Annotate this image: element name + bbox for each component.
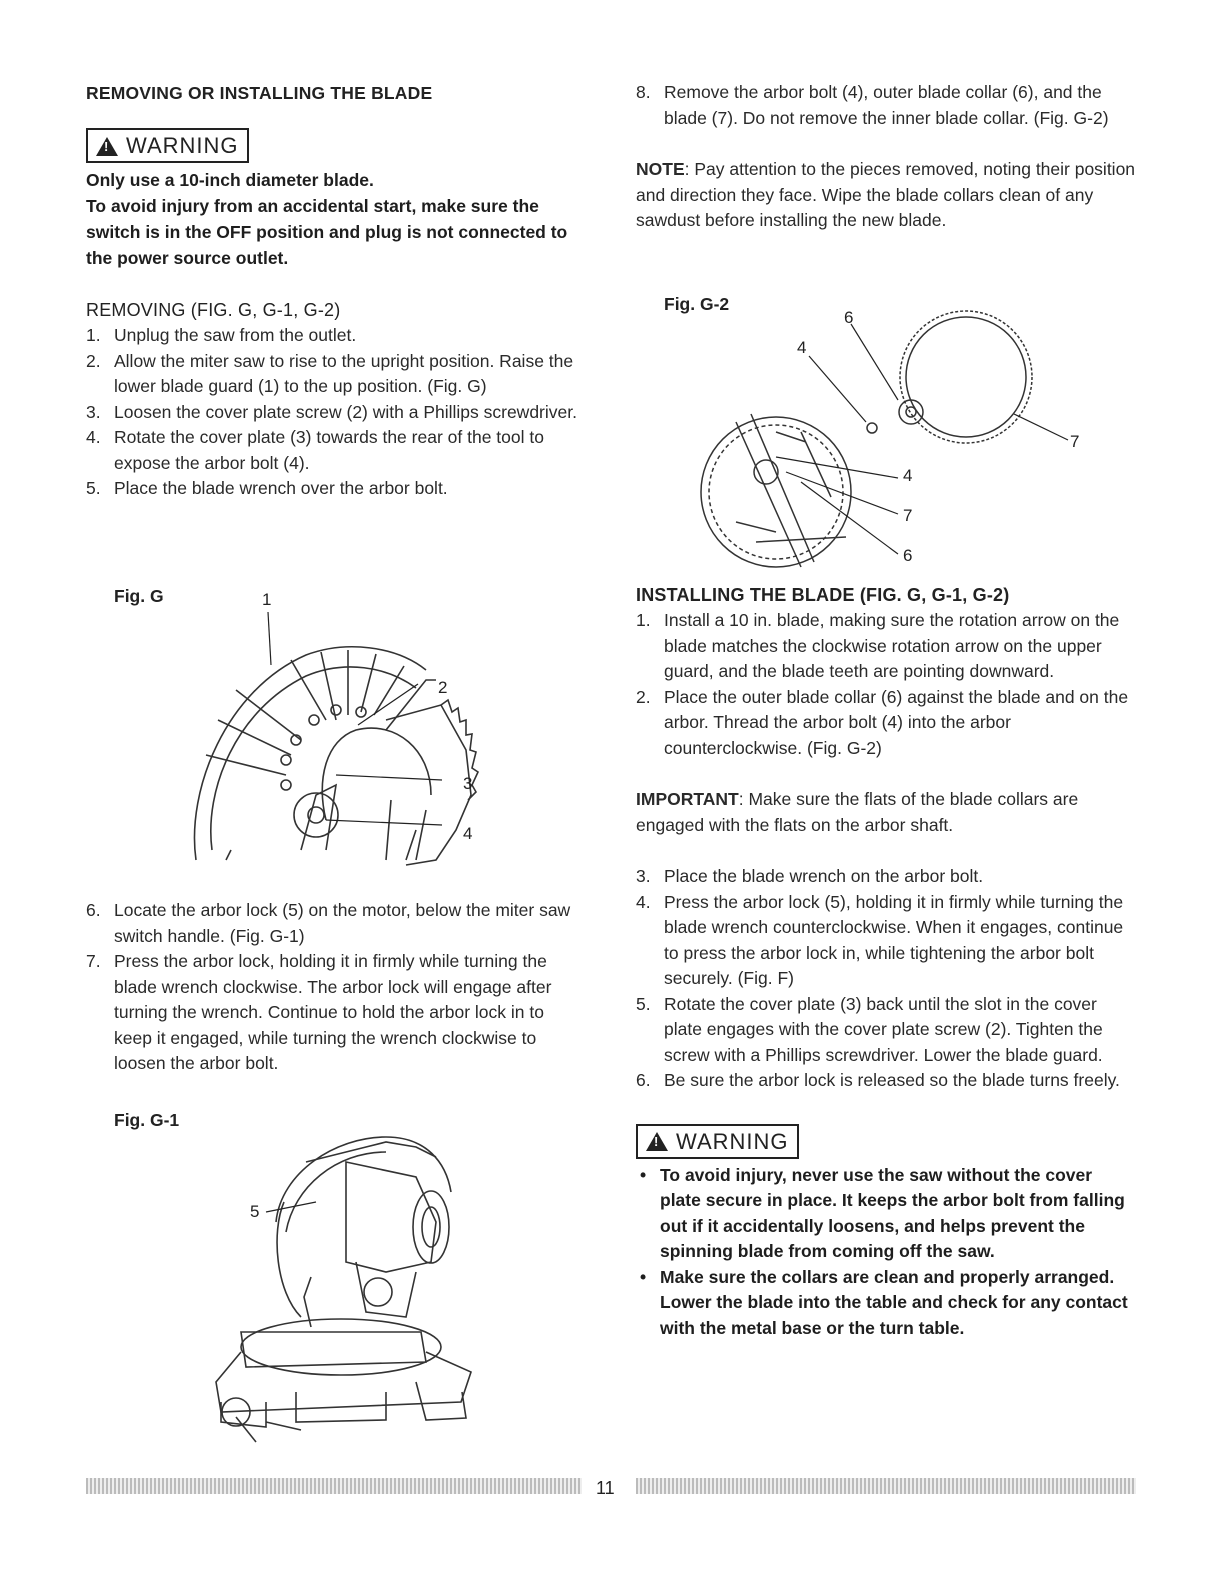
warning-line: Only use a 10-inch diameter blade. bbox=[86, 170, 374, 190]
callout-6: 6 bbox=[844, 308, 854, 327]
list-item: 1. Unplug the saw from the outlet. bbox=[86, 325, 357, 345]
list-item: 5. Place the blade wrench over the arbor bolt. bbox=[86, 478, 448, 498]
figure-g2 bbox=[636, 282, 1136, 572]
callout-7: 7 bbox=[903, 506, 913, 525]
warning-label: WARNING bbox=[126, 133, 239, 158]
callout-6: 6 bbox=[903, 546, 913, 565]
warning-box-1 bbox=[86, 128, 586, 163]
list-item: 4. Press the arbor lock (5), holding it in firmly while turning the blade wrench counterclockwise. When it engages, continue to press the arbor lock in, while tightening the arbor bolt securely. (Fig. F) bbox=[636, 891, 1124, 988]
saw-blade-guard-illustration bbox=[86, 580, 566, 880]
figure-label: Fig. G bbox=[114, 586, 164, 606]
warning-label: WARNING bbox=[676, 1128, 789, 1154]
list-item: • To avoid injury, never use the saw without the cover plate secure in place. It keeps the arbor bolt from falling out if it accidentally loosens, and helps prevent the spinning blade from coming off the saw. bbox=[640, 1164, 1125, 1261]
warning-line: To avoid injury from an accidental start, make sure the switch is in the OFF position and plug is not connected to the power source outlet. bbox=[86, 196, 568, 268]
callout-5: 5 bbox=[250, 1202, 260, 1221]
list-item: 2. Place the outer blade collar (6) against the blade and on the arbor. Thread the arbor bolt (4) into the arbor counterclockwise. (Fig. G-2) bbox=[636, 686, 1129, 758]
list-item: 1. Install a 10 in. blade, making sure the rotation arrow on the blade matches the clockwise rotation arrow on the upper guard, and the blade teeth are pointing downward. bbox=[636, 610, 1120, 681]
footer-rule-left bbox=[86, 1478, 582, 1500]
list-item: 3. Place the blade wrench on the arbor bolt. bbox=[636, 866, 984, 886]
callout-1: 1 bbox=[262, 590, 272, 609]
list-item: 6. Locate the arbor lock (5) on the motor, below the miter saw switch handle. (Fig. G-1) bbox=[86, 900, 571, 946]
installing-title: INSTALLING THE BLADE (FIG. G, G-1, G-2) bbox=[636, 585, 1010, 605]
list-item: 7. Press the arbor lock, holding it in firmly while turning the blade wrench clockwise. The arbor lock will engage after turning the wrench. Continue to hold the arbor lock in to keep it engaged, while turning the wrench clockwise to loosen the arbor bolt. bbox=[86, 951, 552, 1073]
figure-g1 bbox=[86, 1102, 566, 1462]
installing-section bbox=[636, 582, 1136, 1341]
callout-4: 4 bbox=[463, 824, 473, 843]
right-column bbox=[636, 80, 1136, 234]
callout-7: 7 bbox=[1070, 432, 1080, 451]
list-item: 6. Be sure the arbor lock is released so the blade turns freely. bbox=[636, 1070, 1120, 1090]
callout-4: 4 bbox=[903, 466, 913, 485]
section-title: REMOVING OR INSTALLING THE BLADE bbox=[86, 83, 433, 103]
list-item: • Make sure the collars are clean and properly arranged. Lower the blade into the table and check for any contact with the metal base or the turn table. bbox=[640, 1266, 1128, 1338]
removing-steps bbox=[86, 323, 586, 502]
callout-2: 2 bbox=[438, 678, 448, 697]
list-item: 2. Allow the miter saw to rise to the upright position. Raise the lower blade guard (1) to the up position. (Fig. G) bbox=[86, 350, 574, 396]
warning-bullets bbox=[636, 1163, 1136, 1342]
figure-label: Fig. G-1 bbox=[114, 1110, 180, 1130]
warning-box-2 bbox=[636, 1124, 1136, 1159]
figure-label: Fig. G-2 bbox=[664, 294, 730, 314]
warning-triangle-icon: ! bbox=[96, 137, 118, 156]
blade-exploded-illustration bbox=[636, 282, 1136, 572]
removing-steps-cont bbox=[86, 898, 586, 1077]
callout-3: 3 bbox=[463, 774, 473, 793]
page-number: 11 bbox=[596, 1478, 615, 1498]
figure-g bbox=[86, 580, 566, 880]
note-paragraph: NOTE: Pay attention to the pieces removed, noting their position and direction they face. Wipe the blade collars clean of any sawdust before installing the new blade. bbox=[636, 159, 1136, 230]
footer-rule-right bbox=[636, 1478, 1136, 1500]
miter-saw-illustration bbox=[86, 1102, 566, 1462]
important-paragraph: IMPORTANT: Make sure the flats of the blade collars are engaged with the flats on the arbor shaft. bbox=[636, 789, 1079, 835]
list-item: 8. Remove the arbor bolt (4), outer blade collar (6), and the blade (7). Do not remove the inner blade collar. (Fig. G-2) bbox=[636, 82, 1109, 128]
list-item: 3. Loosen the cover plate screw (2) with a Phillips screwdriver. bbox=[86, 401, 577, 422]
removing-title: REMOVING (FIG. G, G-1, G-2) bbox=[86, 300, 341, 320]
list-item: 4. Rotate the cover plate (3) towards the rear of the tool to expose the arbor bolt (4). bbox=[86, 427, 544, 473]
callout-4: 4 bbox=[797, 338, 807, 357]
left-column bbox=[86, 80, 586, 502]
warning-triangle-icon: ! bbox=[646, 1132, 668, 1151]
list-item: 5. Rotate the cover plate (3) back until the slot in the cover plate engages with the cover plate screw (2). Tighten the screw with a Phillips screwdriver. Lower the blade guard. bbox=[636, 993, 1103, 1065]
